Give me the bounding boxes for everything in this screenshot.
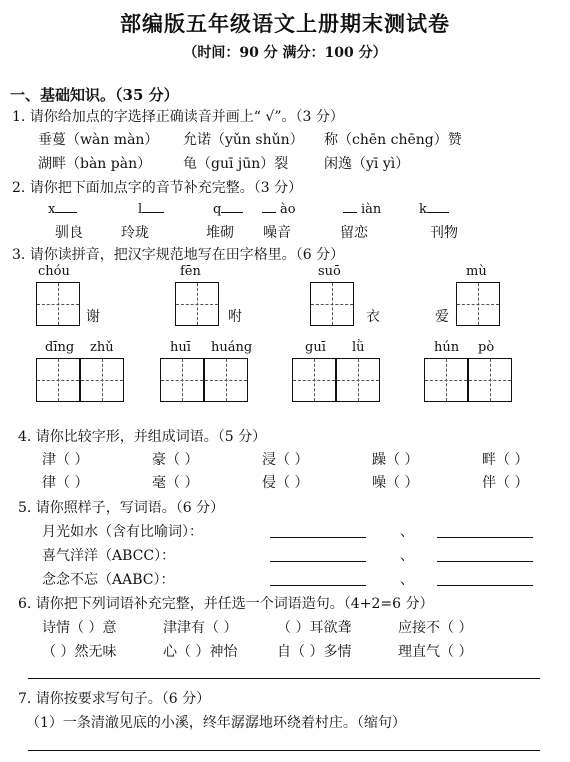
exam-subtitle: （时间：90 分 满分：100 分） (183, 45, 387, 61)
q2-word: 噪音 (263, 225, 291, 241)
q7-item: （1）一条清澈见底的小溪，终年潺潺地环绕着村庄。（缩句） (26, 715, 406, 731)
q1-item[interactable]: 垂蔓（wàn màn） (38, 132, 159, 148)
idiom-blank[interactable]: 诗情（ ）意 (42, 620, 117, 636)
q1-item[interactable]: 闲逸（yī yì） (324, 156, 410, 172)
pinyin-label: fēn (180, 264, 201, 279)
syllable-blank[interactable]: iàn (343, 200, 381, 217)
pinyin-label: huī (170, 340, 191, 355)
compare-char[interactable]: 躁（ ） (372, 452, 419, 468)
q7-prompt: 7. 请你按要求写句子。（6 分） (18, 691, 211, 707)
compare-char[interactable]: 噪（ ） (372, 475, 419, 491)
tianzige-box[interactable] (424, 358, 468, 402)
q1-item[interactable]: 称（chēn chēng）赞 (324, 132, 462, 148)
q2-prompt: 2. 请你把下面加点字的音节补充完整。（3 分） (12, 180, 303, 196)
syllable-blank[interactable]: k (419, 200, 453, 217)
tianzige-box[interactable] (310, 282, 354, 326)
pinyin-label: huáng (211, 340, 253, 355)
q1-item[interactable]: 允诺（yǔn shǔn） (183, 132, 304, 148)
pinyin-label: guī (305, 340, 326, 355)
pinyin-label: pò (478, 340, 495, 355)
q5-example: 念念不忘（AABC）： (42, 572, 175, 588)
separator: 、 (400, 524, 414, 540)
answer-line[interactable] (28, 750, 540, 751)
compare-char[interactable]: 浸（ ） (262, 452, 309, 468)
q1-prompt: 1. 请你给加点的字选择正确读音并画上“ √”。（3 分） (12, 109, 344, 125)
answer-line[interactable] (270, 561, 366, 562)
answer-line[interactable] (270, 585, 366, 586)
syllable-blank[interactable]: x (48, 200, 81, 217)
compare-char[interactable]: 侵（ ） (262, 475, 309, 491)
compare-char[interactable]: 畔（ ） (482, 452, 529, 468)
tianzige-box[interactable] (468, 358, 512, 402)
compare-char[interactable]: 律（ ） (42, 475, 89, 491)
compare-char[interactable]: 豪（ ） (152, 452, 199, 468)
syllable-blank[interactable]: l (138, 200, 168, 217)
tianzige-box[interactable] (160, 358, 204, 402)
q5-example: 喜气洋洋（ABCC）： (42, 548, 176, 564)
tianzige-box[interactable] (175, 282, 219, 326)
given-char: 爱 (435, 309, 449, 325)
separator: 、 (400, 548, 414, 564)
tianzige-box[interactable] (80, 358, 124, 402)
tianzige-box[interactable] (292, 358, 336, 402)
idiom-blank[interactable]: （ ）然无味 (42, 644, 117, 660)
pinyin-label: hún (434, 340, 460, 355)
q3-prompt: 3. 请你读拼音，把汉字规范地写在田字格里。（6 分） (12, 247, 345, 263)
section-heading: 一、基础知识。（35 分） (10, 86, 179, 104)
syllable-blank[interactable]: q (213, 200, 247, 217)
answer-line[interactable] (437, 561, 533, 562)
q5-example: 月光如水（含有比喻词）： (42, 524, 203, 540)
compare-char[interactable]: 津（ ） (42, 452, 89, 468)
q2-word: 玲珑 (121, 225, 149, 241)
idiom-blank[interactable]: （ ）耳欲聋 (277, 620, 352, 636)
idiom-blank[interactable]: 应接不（ ） (398, 620, 473, 636)
q1-item[interactable]: 龟（guī jūn）裂 (183, 156, 289, 172)
pinyin-label: dīng (45, 340, 75, 355)
given-char: 谢 (86, 309, 100, 325)
exam-title: 部编版五年级语文上册期末测试卷 (120, 11, 450, 36)
q2-word: 堆砌 (206, 225, 234, 241)
tianzige-box[interactable] (36, 282, 80, 326)
q2-word: 刊物 (430, 225, 458, 241)
given-char: 衣 (366, 309, 380, 325)
pinyin-label: lǜ (352, 340, 365, 355)
q6-prompt: 6. 请你把下列词语补充完整，并任选一个词语造句。（4+2=6 分） (18, 596, 434, 612)
tianzige-box[interactable] (336, 358, 380, 402)
q5-prompt: 5. 请你照样子，写词语。（6 分） (18, 500, 225, 516)
pinyin-label: mù (466, 264, 487, 279)
tianzige-box[interactable] (36, 358, 80, 402)
separator: 、 (400, 572, 414, 588)
sentence-line[interactable] (28, 678, 540, 679)
idiom-blank[interactable]: 津津有（ ） (163, 620, 238, 636)
q2-word: 驯良 (55, 225, 83, 241)
given-char: 咐 (228, 309, 242, 325)
pinyin-label: zhǔ (90, 340, 114, 355)
tianzige-box[interactable] (204, 358, 248, 402)
answer-line[interactable] (437, 585, 533, 586)
answer-line[interactable] (270, 537, 366, 538)
compare-char[interactable]: 伴（ ） (482, 475, 529, 491)
q2-word: 留恋 (340, 225, 368, 241)
idiom-blank[interactable]: 心（ ）神怡 (163, 644, 238, 660)
idiom-blank[interactable]: 理直气（ ） (398, 644, 473, 660)
pinyin-label: suō (318, 264, 341, 279)
compare-char[interactable]: 毫（ ） (152, 475, 199, 491)
tianzige-box[interactable] (456, 282, 500, 326)
idiom-blank[interactable]: 自（ ）多情 (277, 644, 352, 660)
pinyin-label: chóu (38, 264, 70, 279)
q4-prompt: 4. 请你比较字形，并组成词语。（5 分） (18, 429, 267, 445)
q1-item[interactable]: 湖畔（bàn pàn） (38, 156, 152, 172)
answer-line[interactable] (437, 537, 533, 538)
syllable-blank[interactable]: ào (262, 200, 296, 217)
